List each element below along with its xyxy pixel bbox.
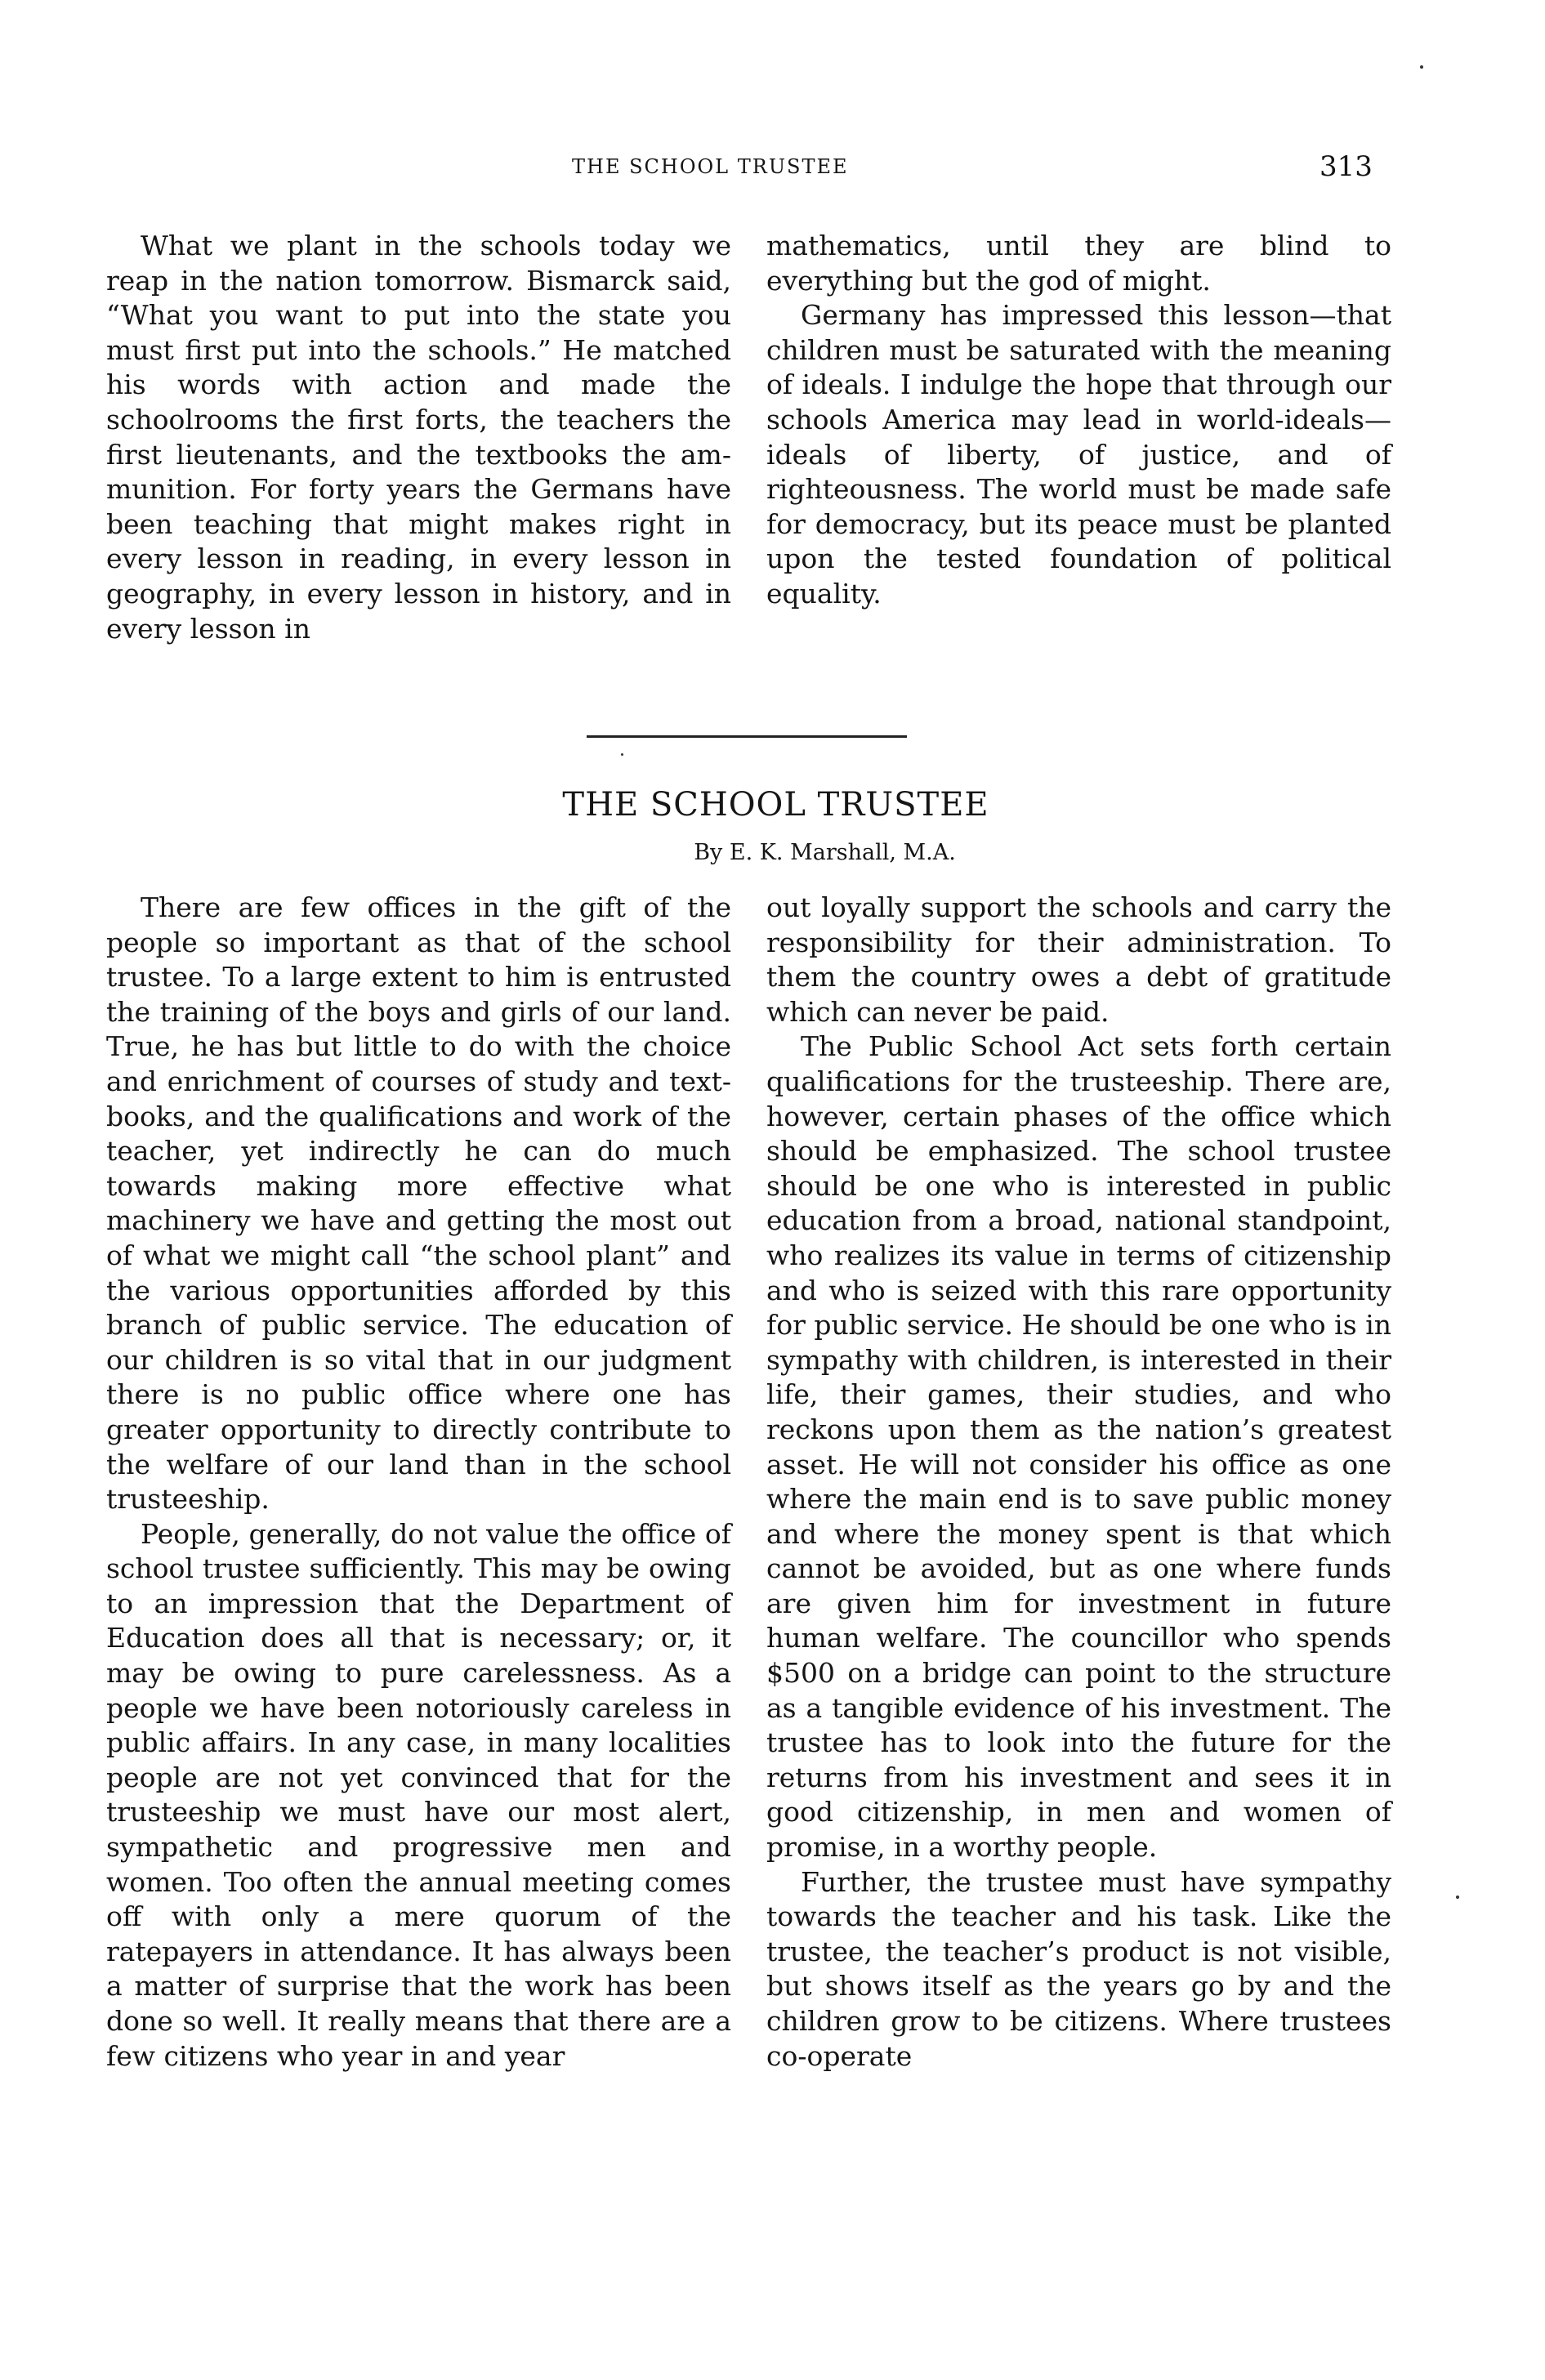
article-right-column — [766, 891, 1391, 2074]
paragraph: Further, the trustee must have sympathy towards the teacher and his task. Like the trustee, the teacher’s product is not visible, but shows itself as the years go by and the children grow to be citizens. Where trustees co-operate — [766, 1865, 1391, 2072]
section-divider — [587, 735, 907, 738]
paragraph: mathematics, until they are blind to everything but the god of might. — [766, 230, 1391, 297]
paragraph: The Public School Act sets forth certain qualifications for the trusteeship. There are, however, certain phases of the office which should be emphasized. The school trustee should be one who is interested in public education from a broad, national standpoint, who realizes its value in terms of citizenship and who is seized with this rare opportunity for public service. He should be one who is in sympathy with children, is interested in their life, their games, their studies, and who reckons upon them as the nation’s greatest asset. He will not consider his office as one where the main end is to save public money and where the money spent is that which cannot be avoided, but as one where funds are given him for investment in future human welfare. The councillor who spends $500 on a bridge can point to the structure as a tangible evidence of his investment. The trustee has to look into the future for the returns from his investment and sees it in good citizenship, in men and women of promise, in a worthy people. — [766, 1030, 1391, 1864]
running-head: THE SCHOOL TRUSTEE — [572, 155, 849, 178]
article-byline: By E. K. Marshall, M.A. — [694, 840, 956, 865]
paragraph: Germany has impressed this lesson—that children must be saturated with the meaning of ideals. I indulge the hope that through our schools America may lead in world-ideals—ideals of liberty, of justice, and of righteousness. The world must be made safe for democracy, but its peace must be planted upon the tested foundation of political equality. — [766, 299, 1391, 610]
paragraph: People, generally, do not value the office of school trustee sufficiently. This may be owing to an impression that the Department of Education does all that is necessary; or, it may be owing to pure carelessness. As a people we have been notoriously careless in public affairs. In any case, in many localities people are not yet convinced that for the trusteeship we must have our most alert, sympathetic and progressive men and women. Too often the annual meeting comes off with only a mere quorum of the ratepayers in attendance. It has always been a matter of surprise that the work has been done so well. It really means that there are a few citizens who year in and year — [106, 1517, 731, 2072]
article-title: THE SCHOOL TRUSTEE — [562, 786, 989, 824]
scan-speck — [621, 753, 623, 756]
paragraph: out loyally support the schools and carry the responsibility for their administration. To them the country owes a debt of gratitude which can never be paid. — [766, 891, 1391, 1028]
paragraph: What we plant in the schools today we reap in the nation tomorrow. Bismarck said, “What you want to put into the state you must first put into the schools.” He matched his words with action and made the schoolrooms the first forts, the teachers the first lieutenants, and the textbooks the ammunition. For forty years the Germans have been teaching that might makes right in every lesson in reading, in every lesson in geography, in every lesson in history, and in every lesson in — [106, 230, 731, 645]
page-number: 313 — [1320, 150, 1373, 183]
scan-speck — [1420, 65, 1423, 69]
article-left-column — [106, 891, 731, 2074]
paragraph: There are few offices in the gift of the people so important as that of the school trustee. To a large extent to him is entrusted the training of the boys and girls of our land. True, he has but little to do with the choice and enrichment of courses of study and text-books, and the qualifications and work of the teacher, yet indirectly he can do much towards making more effective what machinery we have and getting the most out of what we might call “the school plant” and the various opportunities afforded by this branch of public service. The education of our children is so vital that in our judgment there is no public office where one has greater opportunity to directly contribute to the welfare of our land than in the school trusteeship. — [106, 891, 731, 1516]
previous-article-right-column — [766, 229, 1391, 612]
scan-speck — [1456, 1896, 1459, 1899]
previous-article-left-column — [106, 229, 731, 646]
